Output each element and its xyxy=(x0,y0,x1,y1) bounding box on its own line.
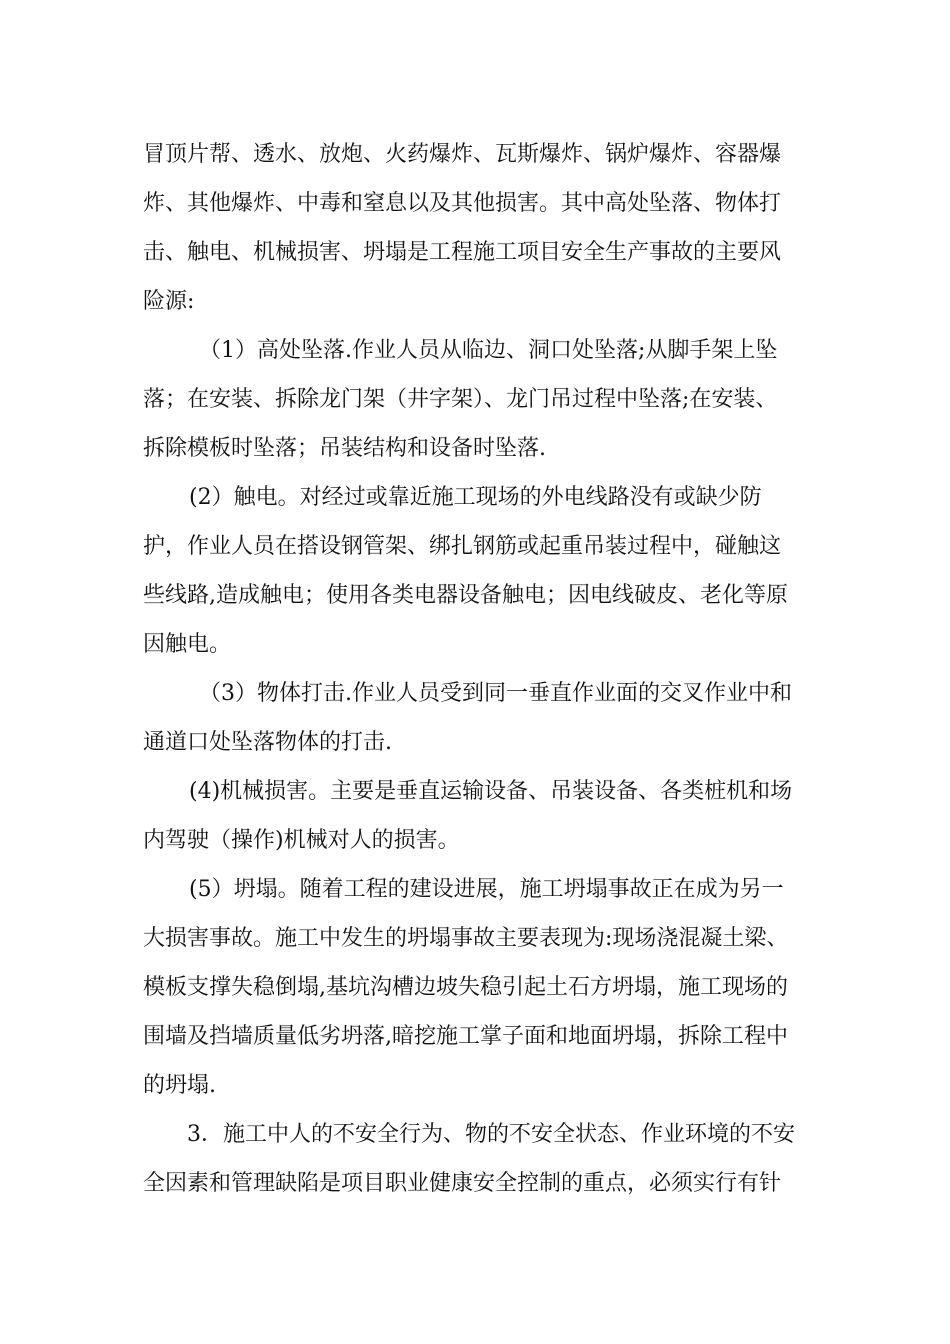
text-line: 击、触电、机械损害、坍塌是工程施工项目安全生产事故的主要风 xyxy=(143,240,782,265)
text-line-section-3-start: 3．施工中人的不安全行为、物的不安全状态、作业环境的不安 xyxy=(187,1122,795,1147)
text-line: 护，作业人员在搭设钢管架、绑扎钢筋或起重吊装过程中，碰触这 xyxy=(143,534,782,559)
text-line: 围墙及挡墙质量低劣坍落,暗挖施工掌子面和地面坍塌，拆除工程中 xyxy=(143,1024,788,1049)
text-line: 内驾驶（操作)机械对人的损害。 xyxy=(143,828,460,853)
text-line: 冒顶片帮、透水、放炮、火药爆炸、瓦斯爆炸、锅炉爆炸、容器爆 xyxy=(143,142,782,167)
text-line-item-5-start: (5）坍塌。随着工程的建设进展，施工坍塌事故正在成为另一 xyxy=(189,877,784,902)
text-line-item-2-start: (2）触电。对经过或靠近施工现场的外电线路没有或缺少防 xyxy=(189,485,762,510)
text-line: 落；在安装、拆除龙门架（井字架）、龙门吊过程中坠落;在安装、 xyxy=(143,387,778,412)
text-line: 些线路,造成触电；使用各类电器设备触电；因电线破皮、老化等原 xyxy=(143,583,788,608)
text-line: 炸、其他爆炸、中毒和窒息以及其他损害。其中高处坠落、物体打 xyxy=(143,191,782,216)
text-line: 模板支撑失稳倒塌,基坑沟槽边坡失稳引起土石方坍塌，施工现场的 xyxy=(143,975,788,1000)
body-text xyxy=(143,130,808,1208)
text-line-item-3-start: （3）物体打击.作业人员受到同一垂直作业面的交叉作业中和 xyxy=(199,681,792,706)
text-line: 通道口处坠落物体的打击. xyxy=(143,730,392,755)
text-line: 险源: xyxy=(143,289,195,314)
text-line: 全因素和管理缺陷是项目职业健康安全控制的重点，必须实行有针 xyxy=(143,1171,782,1196)
text-line: 大损害事故。施工中发生的坍塌事故主要表现为:现场浇混凝土梁、 xyxy=(143,926,789,951)
text-line-item-1-start: （1）高处坠落.作业人员从临边、洞口处坠落;从脚手架上坠 xyxy=(199,338,778,363)
text-line-item-4-start: (4)机械损害。主要是垂直运输设备、吊装设备、各类桩机和场 xyxy=(189,779,793,804)
text-line: 拆除模板时坠落；吊装结构和设备时坠落. xyxy=(143,436,546,461)
text-line: 因触电。 xyxy=(143,632,232,657)
text-line: 的坍塌. xyxy=(143,1073,216,1098)
